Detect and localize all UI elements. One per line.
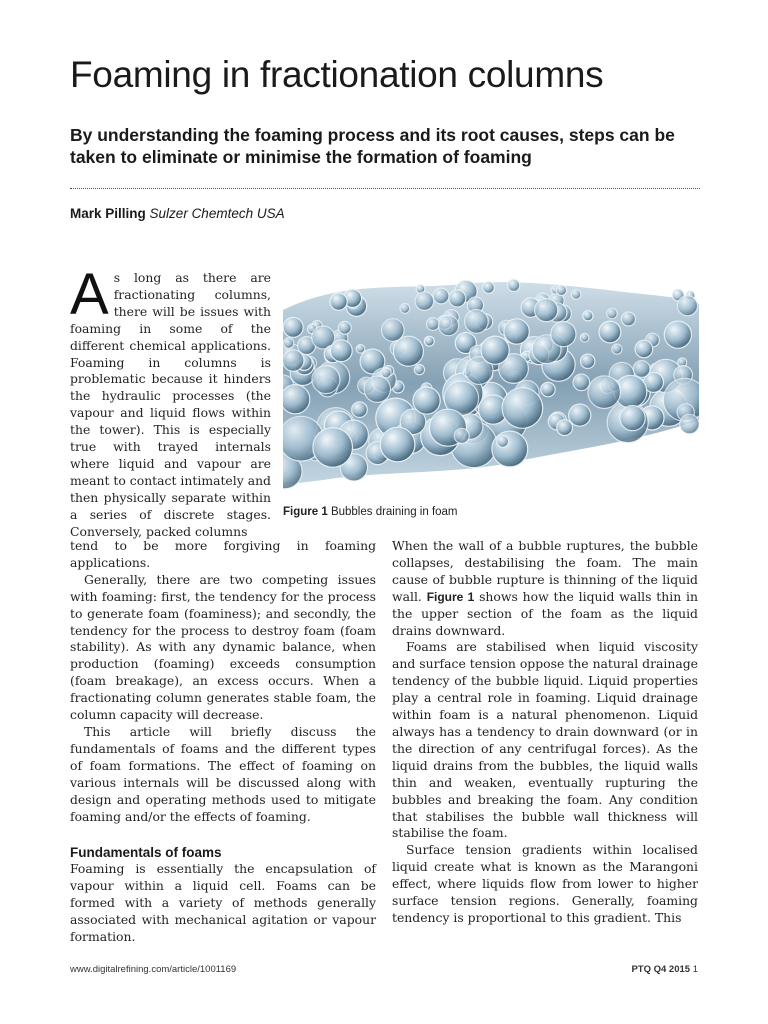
bubble xyxy=(541,382,555,396)
bubble xyxy=(313,428,353,468)
lead-paragraph-column xyxy=(70,262,271,541)
left-text-column xyxy=(70,538,376,946)
bubble xyxy=(454,428,469,443)
figure-reference: Figure 1 xyxy=(426,589,475,604)
figure-caption xyxy=(283,506,458,518)
bubble xyxy=(283,350,304,371)
author-name: Mark Pilling xyxy=(70,206,146,221)
bubble xyxy=(583,311,593,321)
bubble xyxy=(620,406,645,431)
lead-paragraph-text: s long as there are fractionating columns, there will be issues with foaming in some of the different chemical applications. Foaming in columns is problematic because it hinders the hydraulic processes (the vapour and liquid flows within the tower). This is especially true with trayed internals where liquid and vapour are meant to contact intimately and then physically separate within a series of discrete stages. Conversely, packed columns xyxy=(70,270,271,539)
bubble xyxy=(381,368,391,378)
footer-issue: PTQ Q4 2015 xyxy=(631,964,691,975)
bubble xyxy=(664,321,691,348)
bubble xyxy=(580,333,589,342)
paragraph-fundamentals: Foaming is essentially the encapsulation of vapour within a liquid cell. Foams can be formed with a variety of methods generally associated with mechanical agitation or vapour formation. xyxy=(70,861,376,945)
bubble xyxy=(573,374,590,391)
bubble xyxy=(283,385,310,414)
drop-cap: A xyxy=(70,262,109,327)
bubble xyxy=(433,288,449,304)
bubble xyxy=(677,296,697,316)
bubble xyxy=(621,312,635,326)
bubble xyxy=(535,299,558,322)
paragraph-bubble-rupture xyxy=(392,538,698,639)
bubble xyxy=(449,290,466,307)
article-title: Foaming in fractionation columns xyxy=(70,54,604,95)
bubble xyxy=(439,316,459,336)
bubble xyxy=(400,304,410,314)
bubble xyxy=(283,338,293,348)
bubble xyxy=(508,279,520,291)
bubble xyxy=(680,414,699,434)
lead-continuation: tend to be more forgiving in foaming applications. xyxy=(70,538,376,570)
bubble xyxy=(465,310,489,334)
paragraph-bubble-rupture-text: When the wall of a bubble ruptures, the bubble collapses, destabilising the foam. The main cause of bubble rupture is thinning of the liquid wall. xyxy=(392,538,698,604)
paragraph-foam-stabilisation: Foams are stabilised when liquid viscosity and surface tension oppose the natural drainage tendency of the bubble liquid. Liquid properties play a central role in foaming. Liquid drainage within foam is a natural phenomenon. Liquid always has a tendency to drain downward (or in the direction of any centrifugal forces). As the liquid drains from the bubbles, the liquid walls thin and weaken, eventually rupturing the bubbles and breaking the foam. Any condition that stabilises the bubble wall thickness will stabilise the foam. xyxy=(392,639,698,841)
bubble xyxy=(633,361,650,378)
paragraph-competing-issues: Generally, there are two competing issues with foaming: first, the tendency for the process to generate foam (foaminess); and secondly, the tendency for the process to destroy foam (foam stability). As with any dynamic balance, when production (foaming) exceeds consumption (foam breakage), an excess occurs. When a fractionating column generates stable foam, the column capacity will decrease. xyxy=(70,571,376,723)
right-text-column xyxy=(392,538,698,927)
figure-label: Figure 1 xyxy=(283,506,328,518)
paragraph-marangoni: Surface tension gradients within localised liquid create what is known as the Marangoni effect, where liquids flow from lower to higher surface tension regions. Generally, foaming tendency is proportional to this gradient. This xyxy=(392,842,698,925)
bubble xyxy=(312,366,340,394)
bubble xyxy=(551,322,576,347)
bubble xyxy=(330,293,347,310)
bubble xyxy=(556,285,566,295)
bubble xyxy=(483,282,495,294)
bubble xyxy=(364,376,390,402)
bubble xyxy=(481,336,509,364)
bubble xyxy=(330,340,352,362)
bubble xyxy=(607,308,618,319)
bubble xyxy=(415,292,434,311)
bubble xyxy=(571,290,581,300)
bubble xyxy=(504,319,529,344)
bubble xyxy=(413,387,440,414)
dotted-divider xyxy=(70,188,700,189)
bubble xyxy=(588,376,621,409)
bubble xyxy=(635,340,653,358)
figure-1-image xyxy=(283,270,699,500)
author-affiliation: Sulzer Chemtech USA xyxy=(149,206,285,221)
bubble xyxy=(427,318,440,331)
bubble xyxy=(352,402,368,418)
bubble xyxy=(414,365,424,375)
bubble xyxy=(338,321,351,334)
bubble xyxy=(581,354,595,368)
bubble xyxy=(569,404,591,426)
footer-issue-page xyxy=(631,964,698,975)
paragraph-bubble-rupture-cont: shows how the liquid walls thin in the upper section of the foam as the liquid drains downward. xyxy=(392,588,698,638)
bubble xyxy=(599,321,621,343)
byline xyxy=(70,206,285,221)
footer-url: www.digitalrefining.com/article/1001169 xyxy=(70,964,237,975)
bubble xyxy=(283,317,303,337)
paragraph-article-overview: This article will briefly discuss the fundamentals of foams and the different types of foam formations. The effect of foaming on various internals will be discussed along with design and operating methods used to mitigate foaming and/or the effects of foaming. xyxy=(70,723,376,824)
article-standfirst: By understanding the foaming process and its root causes, steps can be taken to eliminate or minimise the formation of foaming xyxy=(70,125,675,167)
bubble xyxy=(612,344,622,354)
bubble xyxy=(393,336,423,366)
bubble xyxy=(497,436,509,448)
bubble xyxy=(380,427,415,462)
bubble xyxy=(502,388,543,429)
bubble xyxy=(424,336,434,346)
footer-page-number: 1 xyxy=(692,964,698,975)
figure-caption-text: Bubbles draining in foam xyxy=(330,506,458,518)
section-heading-fundamentals: Fundamentals of foams xyxy=(70,845,222,861)
bubble xyxy=(557,420,573,436)
bubble xyxy=(492,431,528,467)
foam-bubbles-illustration xyxy=(283,270,699,500)
bubble xyxy=(356,345,365,354)
